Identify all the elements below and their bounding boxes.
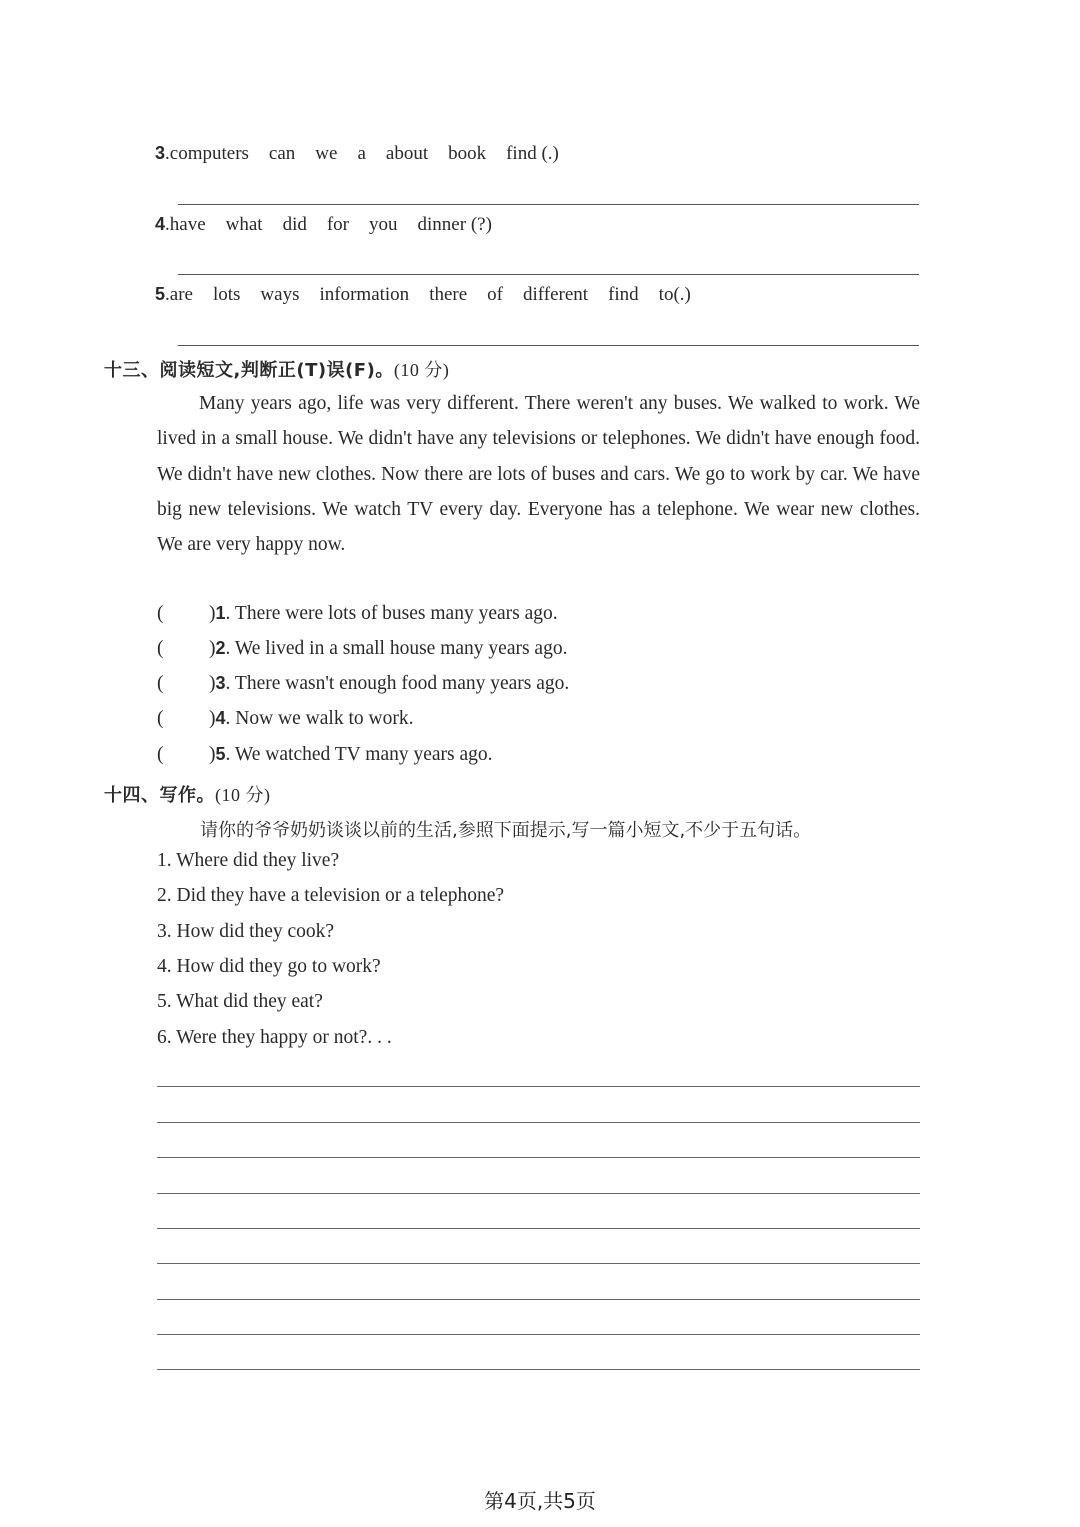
- writing-line[interactable]: [157, 1299, 920, 1300]
- statement-number: 4: [215, 708, 226, 728]
- tf-statement-4: ( )4. Now we walk to work.: [157, 708, 414, 729]
- writing-line[interactable]: [157, 1263, 920, 1264]
- tf-statement-5: ( )5. We watched TV many years ago.: [157, 744, 493, 765]
- answer-bracket[interactable]: (: [157, 673, 164, 694]
- page-footer: 第4页,共5页: [484, 1489, 596, 1513]
- statement-text: . There were lots of buses many years ago.: [225, 603, 558, 624]
- reorder-question-3: 3.computers can we a about book find (.): [155, 143, 559, 164]
- word: find: [506, 143, 537, 164]
- statement-text: . We lived in a small house many years ago.: [225, 638, 568, 659]
- word: ways: [260, 284, 300, 305]
- section-14-heading: [104, 781, 271, 807]
- word: of: [487, 284, 503, 305]
- word: computers: [169, 143, 249, 164]
- answer-line-5[interactable]: [178, 345, 919, 346]
- word: about: [385, 143, 429, 164]
- word: information: [319, 284, 410, 305]
- word: can: [268, 143, 296, 164]
- answer-line-3[interactable]: [178, 204, 919, 205]
- writing-line[interactable]: [157, 1086, 920, 1087]
- writing-line[interactable]: [157, 1193, 920, 1194]
- answer-line-4[interactable]: [178, 274, 919, 275]
- statement-text: . There wasn't enough food many years ago.: [225, 673, 570, 694]
- hint-1: 1. Where did they live?: [157, 850, 340, 871]
- section-title: 十三、阅读短文,判断正(T)误(F)。: [104, 360, 394, 381]
- word: have: [169, 214, 206, 235]
- hint-6: 6. Were they happy or not?. . .: [157, 1027, 392, 1048]
- writing-line[interactable]: [157, 1334, 920, 1335]
- punctuation-hint: (.): [536, 143, 559, 164]
- section-points: (10 分): [393, 360, 450, 380]
- word: are: [169, 284, 193, 305]
- answer-bracket[interactable]: (: [157, 638, 164, 659]
- statement-text: . We watched TV many years ago.: [225, 744, 493, 765]
- passage-text: Many years ago, life was very different. There weren't any buses. We walked to work. We lived in a small house. We didn't have any televisions or telephones. We didn't have enough food. We didn't have new clothes. Now there are lots of buses and cars. We go to work by car. We have big new televisions. We watch TV every day. Everyone has a telephone. We wear new clothes. We are very happy now.: [157, 393, 920, 556]
- word: you: [369, 214, 398, 235]
- section-13-heading: [104, 356, 449, 382]
- statement-number: 5: [215, 744, 226, 764]
- answer-bracket[interactable]: (: [157, 708, 164, 729]
- question-number: 4: [155, 214, 166, 234]
- writing-prompt: 请你的爷爷奶奶谈谈以前的生活,参照下面提示,写一篇小短文,不少于五句话。: [200, 820, 812, 841]
- word: different: [523, 284, 589, 305]
- writing-line[interactable]: [157, 1369, 920, 1370]
- section-points: (10 分): [215, 785, 271, 805]
- statement-number: 1: [215, 603, 226, 623]
- punctuation-hint: to(.): [658, 284, 691, 305]
- hint-3: 3. How did they cook?: [157, 921, 335, 942]
- question-number: 3: [155, 143, 166, 163]
- reorder-question-5: 5.are lots ways information there of different find to(.): [155, 284, 691, 305]
- hint-2: 2. Did they have a television or a telephone?: [157, 885, 505, 906]
- tf-statement-1: ( )1. There were lots of buses many years ago.: [157, 603, 558, 624]
- statement-number: 3: [215, 673, 226, 693]
- writing-line[interactable]: [157, 1228, 920, 1229]
- answer-bracket[interactable]: (: [157, 603, 164, 624]
- word: for: [326, 214, 350, 235]
- word: there: [429, 284, 468, 305]
- hint-4: 4. How did they go to work?: [157, 956, 381, 977]
- word: lots: [212, 284, 241, 305]
- word: did: [282, 214, 307, 235]
- writing-line[interactable]: [157, 1122, 920, 1123]
- reorder-question-4: 4.have what did for you dinner (?): [155, 214, 492, 235]
- word: dinner: [417, 214, 467, 235]
- tf-statement-2: ( )2. We lived in a small house many years ago.: [157, 638, 568, 659]
- section-title: 十四、写作。: [104, 785, 215, 806]
- word: book: [448, 143, 487, 164]
- reading-passage: [157, 386, 920, 562]
- word: a: [357, 143, 366, 164]
- writing-line[interactable]: [157, 1157, 920, 1158]
- hint-5: 5. What did they eat?: [157, 991, 323, 1012]
- tf-statement-3: ( )3. There wasn't enough food many years ago.: [157, 673, 570, 694]
- answer-bracket[interactable]: (: [157, 744, 164, 765]
- punctuation-hint: (?): [466, 214, 492, 235]
- statement-number: 2: [215, 638, 226, 658]
- word: find: [608, 284, 639, 305]
- word: what: [225, 214, 263, 235]
- word: we: [315, 143, 338, 164]
- question-number: 5: [155, 284, 166, 304]
- statement-text: . Now we walk to work.: [225, 708, 414, 729]
